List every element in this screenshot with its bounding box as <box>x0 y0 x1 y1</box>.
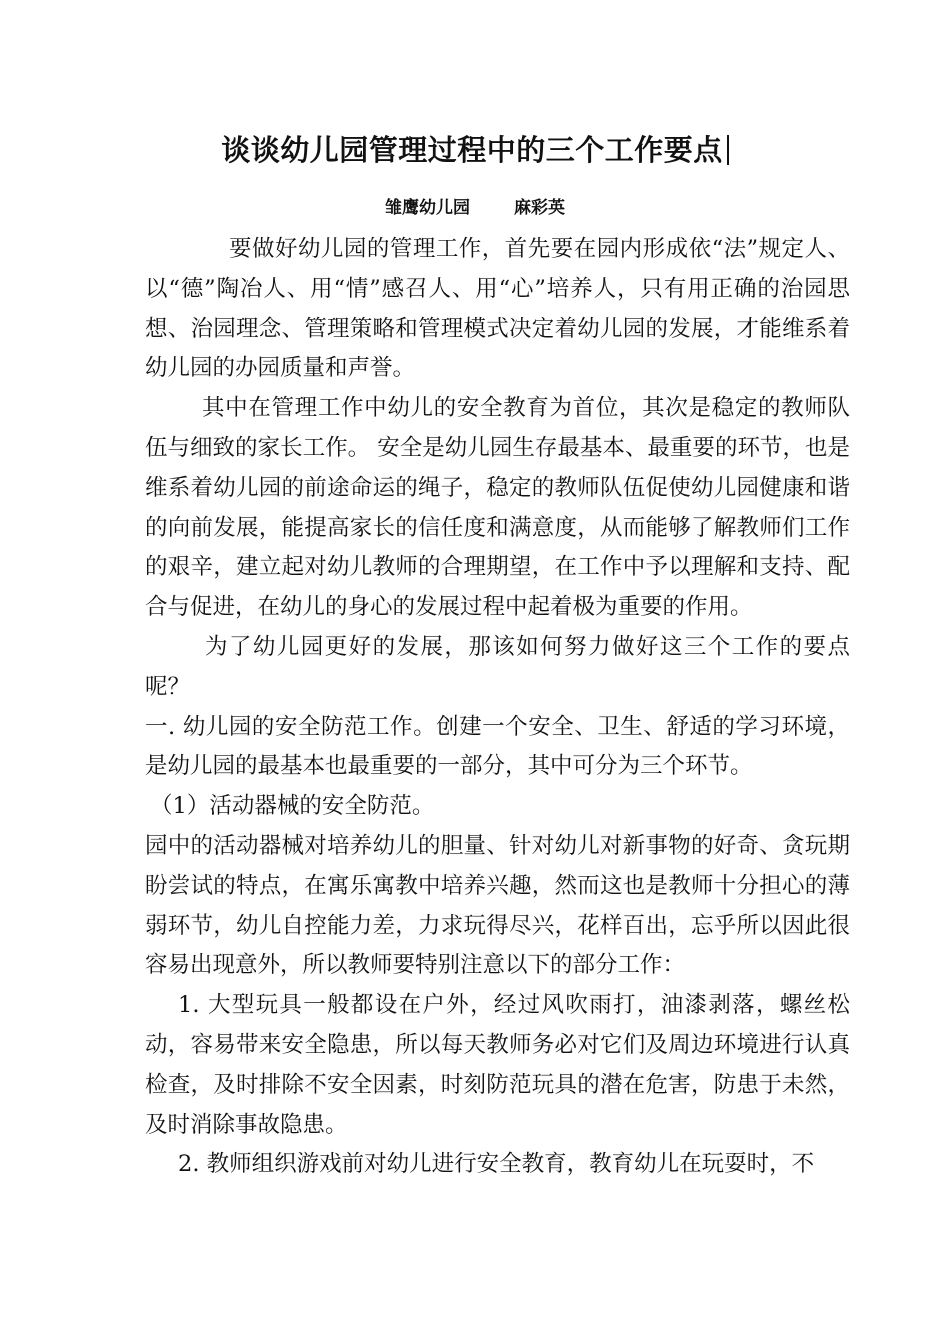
document-title <box>0 130 950 170</box>
title-text: 谈谈幼儿园管理过程中的三个工作要点 <box>221 133 723 167</box>
byline <box>0 196 950 220</box>
paragraph-priorities: 其中在管理工作中幼儿的安全教育为首位，其次是稳定的教师队伍与细致的家长工作。 安全是幼儿园生存最基本、最重要的环节，也是维系着幼儿园的前途命运的绳子，稳定的教师队伍促使幼儿园健康和谐的向前发展，能提高家长的信任度和满意度，从而能够了解教师们工作的艰辛，建立起对幼儿教师的合理期望，在工作中予以理解和支持、配合与促进，在幼儿的身心的发展过程中起着极为重要的作用。 <box>145 395 850 621</box>
text-cursor <box>727 135 729 165</box>
section-heading-safety: 一. 幼儿园的安全防范工作。创建一个安全、卫生、舒适的学习环境，是幼儿园的最基本也最重要的一部分，其中可分为三个环节。 <box>145 713 850 780</box>
list-item-2: 2. 教师组织游戏前对幼儿进行安全教育，教育幼儿在玩耍时，不 <box>178 1151 815 1178</box>
document-body <box>145 230 850 1185</box>
byline-school: 雏鹰幼儿园 <box>385 198 470 218</box>
list-item-1: 1. 大型玩具一般都设在户外，经过风吹雨打，油漆剥落，螺丝松动，容易带来安全隐患，所以每天教师务必对它们及周边环境进行认真检查，及时排除不安全因素，时刻防范玩具的潜在危害，防患于未然，及时消除事故隐患。 <box>145 992 850 1138</box>
subsection-heading-equipment: （1）活动器械的安全防范。 <box>150 793 435 820</box>
byline-author: 麻彩英 <box>514 198 565 218</box>
paragraph-question: 为了幼儿园更好的发展，那该如何努力做好这三个工作的要点呢？ <box>145 633 850 700</box>
paragraph-intro: 要做好幼儿园的管理工作，首先要在园内形成依“法”规定人、以“德”陶冶人、用“情”感召人、用“心”培养人，只有用正确的治园思想、治园理念、管理策略和管理模式决定着幼儿园的发展，才能维系着幼儿园的办园质量和声誉。 <box>145 236 850 382</box>
paragraph-equipment: 园中的活动器械对培养幼儿的胆量、针对幼儿对新事物的好奇、贪玩期盼尝试的特点，在寓乐寓教中培养兴趣，然而这也是教师十分担心的薄弱环节，幼儿自控能力差，力求玩得尽兴，花样百出，忘乎所以因此很容易出现意外，所以教师要特别注意以下的部分工作： <box>145 832 850 979</box>
